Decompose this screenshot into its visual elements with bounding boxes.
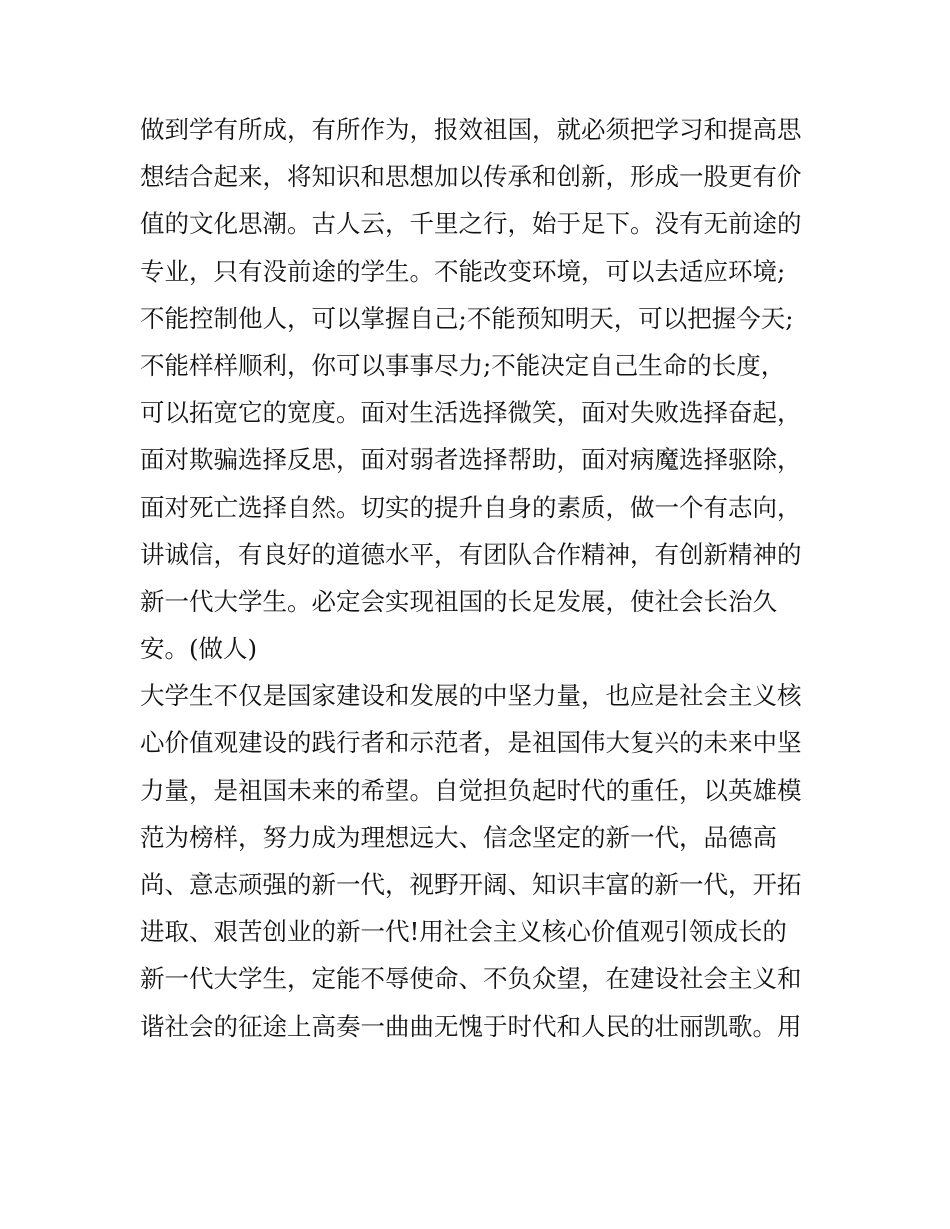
text-line-9: 面对死亡选择自然。切实的提升自身的素质，做一个有志向， [140, 492, 802, 522]
text-line-11: 新一代大学生。必定会实现祖国的长足发展，使社会长治久 [140, 586, 777, 616]
text-line-6: 不能样样顺利，你可以事事尽力;不能决定自己生命的长度， [140, 350, 786, 380]
text-line-8: 面对欺骗选择反思，面对弱者选择帮助，面对病魔选择驱除， [140, 445, 802, 475]
text-line-18: 进取、艰苦创业的新一代!用社会主义核心价值观引领成长的 [140, 917, 787, 947]
text-line-16: 范为榜样，努力成为理想远大、信念坚定的新一代，品德高 [140, 822, 777, 852]
text-line-3: 值的文化思潮。古人云，千里之行，始于足下。没有无前途的 [140, 209, 802, 239]
body-text [140, 106, 820, 1050]
text-line-2: 想结合起来，将知识和思想加以传承和创新，形成一股更有价 [140, 162, 802, 192]
text-line-20: 谐社会的征途上高奏一曲曲无愧于时代和人民的壮丽凯歌。用 [140, 1011, 802, 1041]
text-line-1: 做到学有所成，有所作为，报效祖国，就必须把学习和提高思 [140, 115, 802, 144]
text-line-5: 不能控制他人，可以掌握自己;不能预知明天，可以把握今天; [140, 303, 794, 333]
text-line-14: 心价值观建设的践行者和示范者，是祖国伟大复兴的未来中坚 [140, 728, 802, 758]
text-line-7: 可以拓宽它的宽度。面对生活选择微笑，面对失败选择奋起， [140, 398, 802, 428]
text-line-12: 安。(做人) [140, 634, 258, 664]
text-line-19: 新一代大学生，定能不辱使命、不负众望，在建设社会主义和 [140, 964, 802, 994]
text-line-10: 讲诚信，有良好的道德水平，有团队合作精神，有创新精神的 [140, 539, 802, 569]
text-line-13: 大学生不仅是国家建设和发展的中坚力量，也应是社会主义核 [140, 681, 802, 711]
text-line-17: 尚、意志顽强的新一代，视野开阔、知识丰富的新一代，开拓 [140, 870, 802, 899]
text-line-15: 力量，是祖国未来的希望。自觉担负起时代的重任，以英雄模 [140, 775, 802, 805]
text-line-4: 专业，只有没前途的学生。不能改变环境，可以去适应环境; [140, 256, 786, 286]
